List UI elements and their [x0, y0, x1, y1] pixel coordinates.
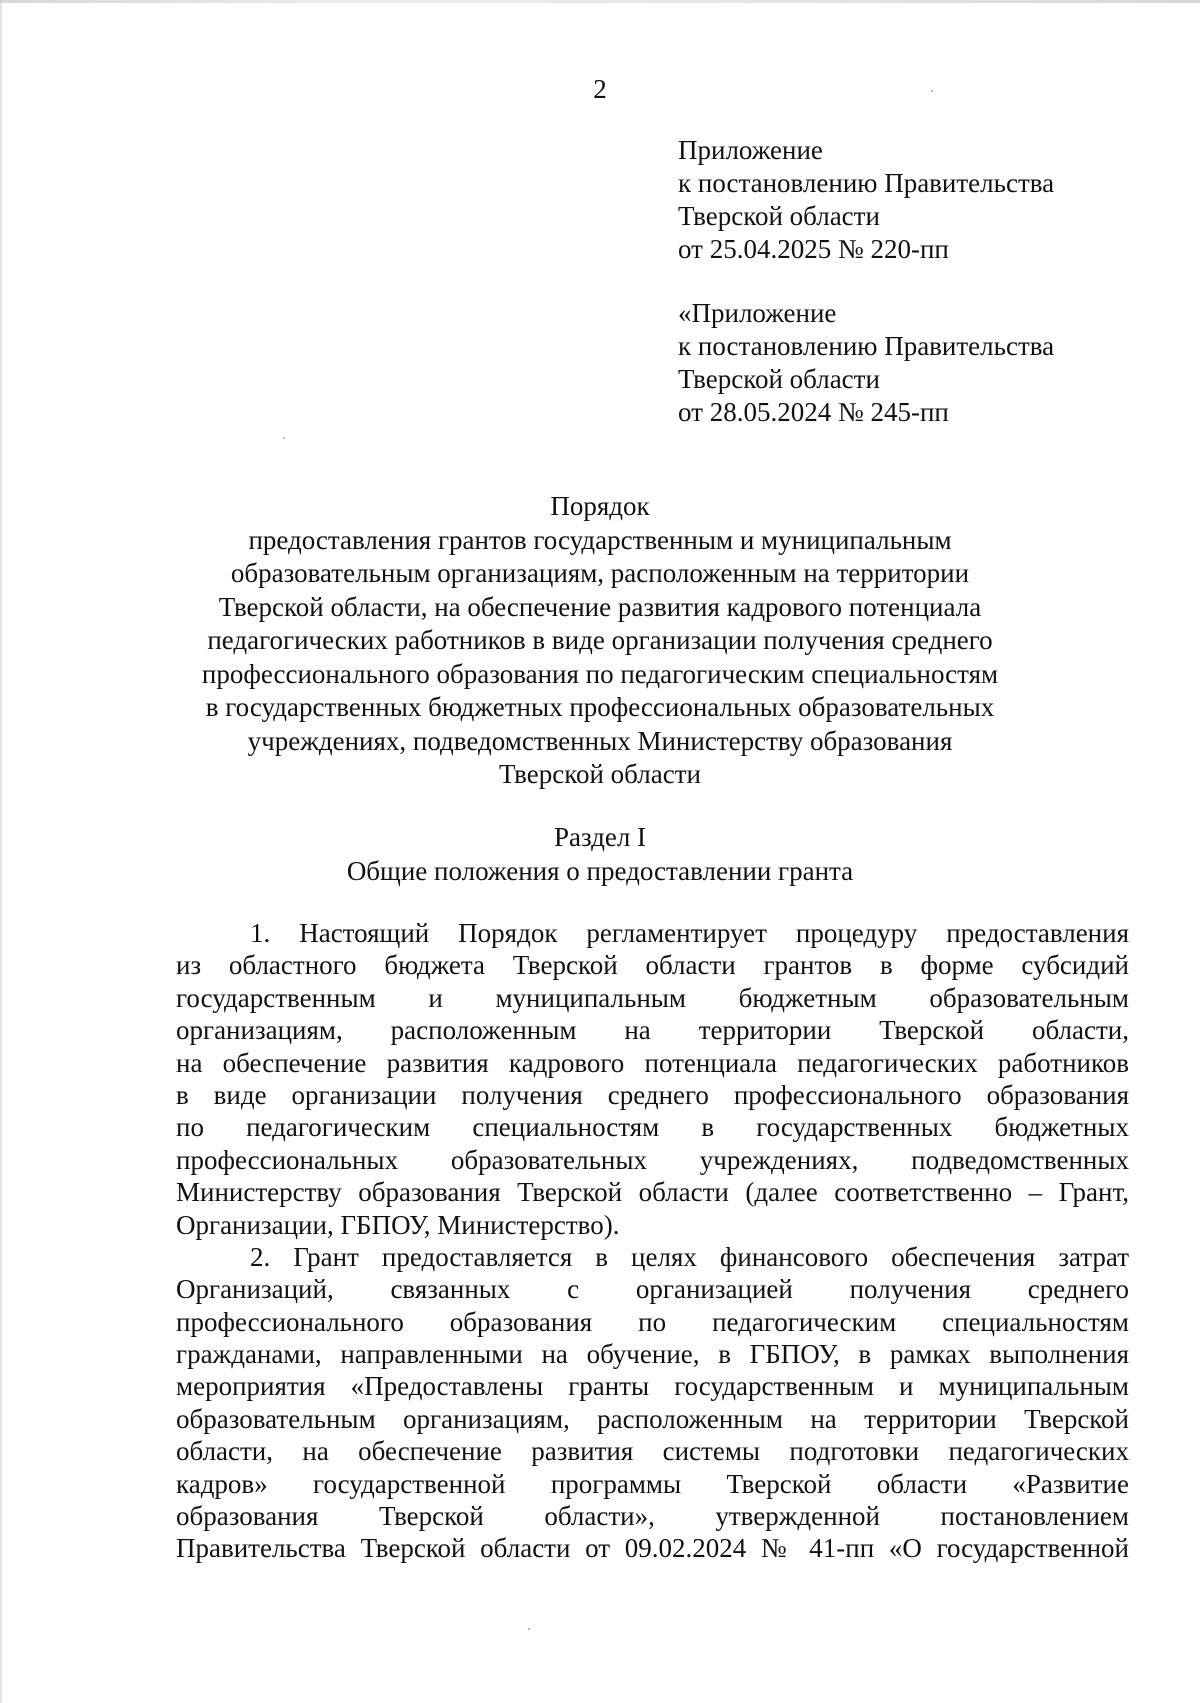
section-header — [180, 820, 1020, 888]
section-number: Раздел I — [553, 822, 647, 852]
text-line: Организации, ГБПОУ, Министерство). — [176, 1209, 620, 1240]
text-line: Министерству образования Тверской области (далее соответственно – Грант, — [176, 1177, 1129, 1208]
appendix-previous-line: «Приложение — [678, 298, 837, 328]
title-line: предоставления грантов государственным и муниципальным — [248, 524, 952, 555]
text-line: кадров» государственной программы Тверской области «Развитие — [176, 1468, 1129, 1499]
text-line: образовательным организациям, расположенным на территории Тверской — [176, 1403, 1129, 1434]
scan-edge-top — [0, 0, 1200, 3]
text-line: 1. Настоящий Порядок регламентирует процедуру предоставления — [250, 918, 1129, 948]
text-line: на обеспечение развития кадрового потенциала педагогических работников — [176, 1047, 1129, 1078]
title-line: Тверской области — [499, 759, 701, 789]
body-text — [176, 917, 1129, 1565]
text-line: образования Тверской области», утвержденной постановлением — [176, 1501, 1129, 1532]
title-line: в государственных бюджетных профессиональных образовательных — [205, 692, 995, 722]
appendix-current-line: к постановлению Правительства — [678, 168, 1055, 198]
paragraph-1 — [176, 917, 1129, 1241]
title-line: Тверской области, на обеспечение развития кадрового потенциала — [218, 591, 982, 622]
section-name: Общие положения о предоставлении гранта — [346, 856, 854, 886]
appendix-current-block — [678, 134, 1054, 266]
scan-speck — [283, 437, 285, 439]
text-line: из областного бюджета Тверской области грантов в форме субсидий — [176, 950, 1129, 981]
appendix-previous-block — [678, 297, 1054, 429]
title-line: педагогических работников в виде организации получения среднего — [207, 625, 993, 655]
title-line: учреждениях, подведомственных Министерству образования — [247, 725, 953, 756]
text-line: профессиональных образовательных учреждениях, подведомственных — [176, 1144, 1129, 1175]
appendix-previous-line: Тверской области — [678, 364, 880, 394]
text-line: Правительства Тверской области от 09.02.2024 № 41-пп «О государственной — [176, 1533, 1129, 1564]
appendix-current-line: Тверской области — [678, 201, 880, 231]
text-line: области, на обеспечение развития системы подготовки педагогических — [176, 1436, 1129, 1467]
document-title — [180, 490, 1020, 792]
scan-speck — [528, 1628, 530, 1630]
text-line: Организаций, связанных с организацией получения среднего — [176, 1274, 1129, 1305]
page-number: 2 — [593, 74, 607, 104]
text-line: государственным и муниципальным бюджетным образовательным — [176, 982, 1129, 1013]
text-line: по педагогическим специальностям в государственных бюджетных — [176, 1112, 1129, 1143]
appendix-previous-line: от 28.05.2024 № 245-пп — [678, 397, 949, 427]
scan-speck — [931, 90, 933, 92]
text-line: 2. Грант предоставляется в целях финансового обеспечения затрат — [250, 1241, 1129, 1272]
text-line: гражданами, направленными на обучение, в ГБПОУ, в рамках выполнения — [176, 1339, 1129, 1370]
appendix-current-line: Приложение — [678, 135, 823, 165]
text-line: организациям, расположенным на территории Тверской области, — [176, 1015, 1129, 1046]
title-heading: Порядок — [550, 491, 650, 521]
paragraph-2 — [176, 1241, 1129, 1565]
title-line: профессионального образования по педагогическим специальностям — [201, 658, 999, 689]
appendix-previous-line: к постановлению Правительства — [678, 331, 1055, 361]
appendix-current-line: от 25.04.2025 № 220-пп — [678, 234, 949, 264]
text-line: профессионального образования по педагогическим специальностям — [176, 1306, 1129, 1337]
title-line: образовательным организациям, расположенным на территории — [230, 558, 970, 588]
text-line: в виде организации получения среднего профессионального образования — [176, 1079, 1129, 1110]
text-line: мероприятия «Предоставлены гранты государственным и муниципальным — [176, 1371, 1129, 1402]
scan-edge-left — [0, 0, 2, 1703]
